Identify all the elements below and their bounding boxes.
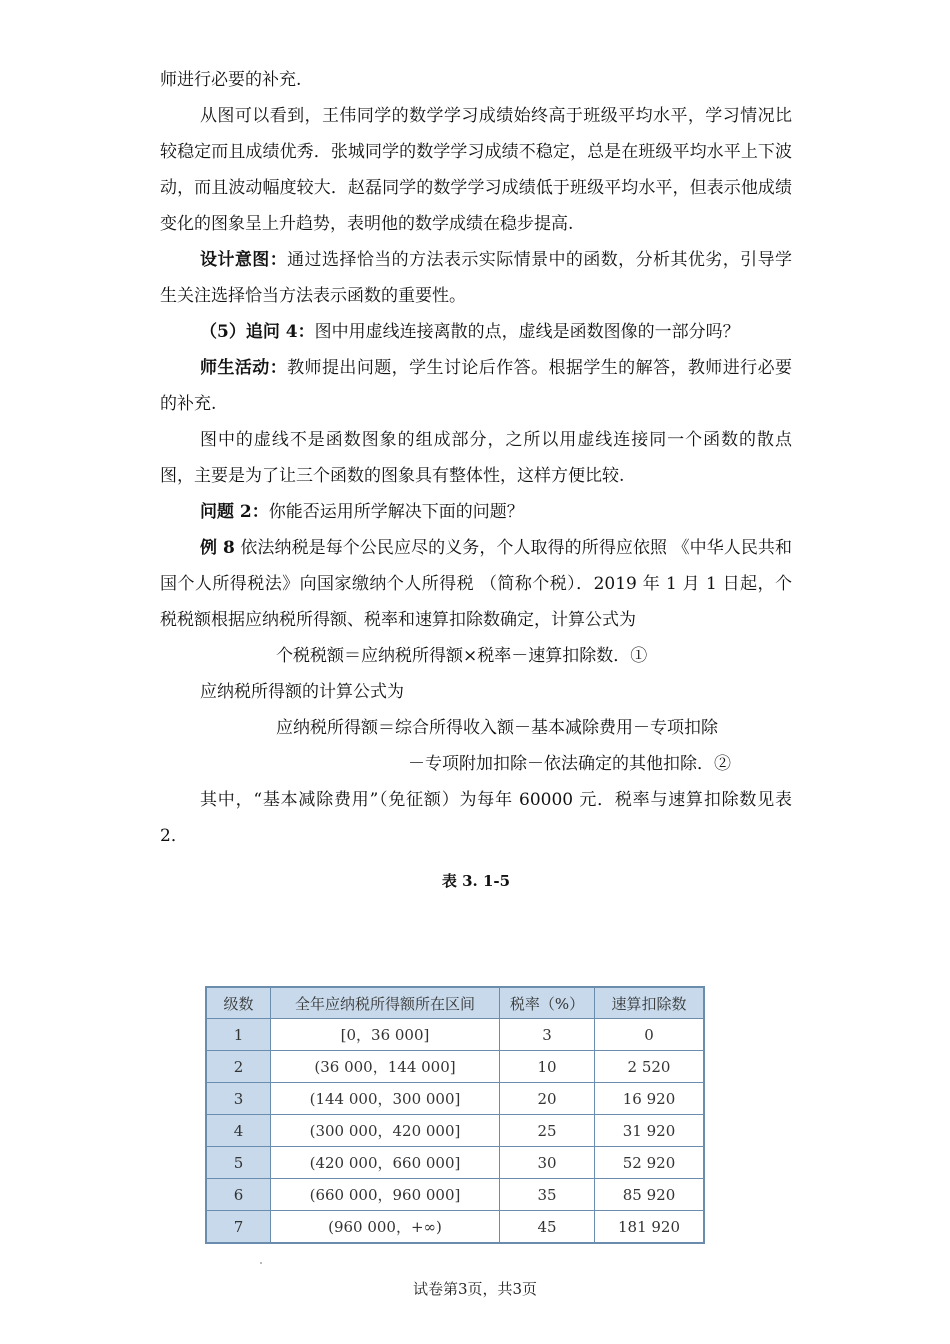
paragraph-question-2: [160, 494, 792, 530]
example-8-label: 例 8: [200, 538, 235, 558]
paragraph-follow-up-question: [160, 314, 792, 350]
design-intent-text: 通过选择恰当的方法表示实际情景中的函数，分析其优劣，引导学生关注选择恰当方法表示函数的重要性。: [160, 250, 793, 306]
cell-range: (300 000，420 000]: [271, 1115, 500, 1147]
table-row: [206, 1147, 704, 1179]
tax-rate-table: [205, 986, 705, 1244]
paragraph-formula-intro: 应纳税所得额的计算公式为: [200, 682, 404, 702]
cell-rate: 30: [500, 1147, 595, 1179]
header-quick-deduction: 速算扣除数: [595, 987, 705, 1019]
design-intent-label: 设计意图：: [200, 250, 288, 270]
table-row: [206, 1115, 704, 1147]
header-level: 级数: [206, 987, 271, 1019]
cell-rate: 20: [500, 1083, 595, 1115]
table-header-row: [206, 987, 704, 1019]
cell-deduction: 181 920: [595, 1211, 705, 1244]
cell-level: 6: [206, 1179, 271, 1211]
formula-1: 个税税额＝应纳税所得额×税率－速算扣除数．①: [276, 646, 648, 666]
cell-deduction: 52 920: [595, 1147, 705, 1179]
activity-label: 师生活动：: [200, 358, 288, 378]
cell-range: (36 000，144 000]: [271, 1051, 500, 1083]
follow-up-label: （5）追问 4：: [200, 322, 315, 342]
formula-2-line-2: －专项附加扣除－依法确定的其他扣除．②: [408, 754, 731, 774]
formula-2-line-1: 应纳税所得额＝综合所得收入额－基本减除费用－专项扣除: [276, 718, 718, 738]
paragraph-continuation: 师进行必要的补充.: [160, 70, 302, 90]
table-row: [206, 1211, 704, 1244]
cell-range: (144 000，300 000]: [271, 1083, 500, 1115]
question-2-label: 问题 2：: [200, 502, 269, 522]
paragraph-analysis: 从图可以看到，王伟同学的数学学习成绩始终高于班级平均水平，学习情况比较稳定而且成绩优秀．张城同学的数学学习成绩不稳定，总是在班级平均水平上下波动，而且波动幅度较大．赵磊同学的数学学习成绩低于班级平均水平，但表示他成绩变化的图象呈上升趋势，表明他的数学成绩在稳步提高.: [160, 106, 792, 234]
cell-rate: 3: [500, 1019, 595, 1051]
cell-level: 5: [206, 1147, 271, 1179]
cell-rate: 35: [500, 1179, 595, 1211]
table-row: [206, 1083, 704, 1115]
cell-level: 2: [206, 1051, 271, 1083]
cell-level: 4: [206, 1115, 271, 1147]
cell-range: (660 000，960 000]: [271, 1179, 500, 1211]
cell-deduction: 31 920: [595, 1115, 705, 1147]
page-footer: 试卷第3页，共3页: [412, 1280, 538, 1298]
paragraph-deduction-note: 其中，“基本减除费用”（免征额）为每年 60000 元．税率与速算扣除数见表 2．: [160, 790, 792, 846]
cell-rate: 10: [500, 1051, 595, 1083]
example-8-text: 依法纳税是每个公民应尽的义务，个人取得的所得应依照 《中华人民共和国个人所得税法》向国家缴纳个人所得税 （简称个税）．2019 年 1 月 1 日起，个税税额根据应纳税所得额、税率和速算扣除数确定，计算公式为: [160, 538, 792, 630]
cell-level: 3: [206, 1083, 271, 1115]
cell-deduction: 0: [595, 1019, 705, 1051]
stray-mark: [260, 1262, 262, 1264]
cell-level: 7: [206, 1211, 271, 1244]
table-row: [206, 1019, 704, 1051]
cell-level: 1: [206, 1019, 271, 1051]
table-row: [206, 1179, 704, 1211]
cell-range: (420 000，660 000]: [271, 1147, 500, 1179]
paragraph-example-8: [160, 530, 792, 638]
paragraph-dashed-line-explanation: 图中的虚线不是函数图象的组成部分，之所以用虚线连接同一个函数的散点图，主要是为了让三个函数的图象具有整体性，这样方便比较.: [160, 430, 792, 486]
activity-text: 教师提出问题，学生讨论后作答。根据学生的解答，教师进行必要的补充.: [160, 358, 793, 414]
header-tax-rate: 税率（%）: [500, 987, 595, 1019]
cell-deduction: 2 520: [595, 1051, 705, 1083]
cell-rate: 45: [500, 1211, 595, 1244]
header-income-range: 全年应纳税所得额所在区间: [271, 987, 500, 1019]
paragraph-activity: [160, 350, 792, 422]
follow-up-text: 图中用虚线连接离散的点，虚线是函数图像的一部分吗？: [314, 322, 740, 342]
paragraph-design-intent: [160, 242, 792, 314]
cell-range: [0，36 000]: [271, 1019, 500, 1051]
cell-rate: 25: [500, 1115, 595, 1147]
table-row: [206, 1051, 704, 1083]
cell-deduction: 85 920: [595, 1179, 705, 1211]
cell-deduction: 16 920: [595, 1083, 705, 1115]
document-body: [160, 62, 792, 898]
table-caption: 表 3. 1-5: [441, 872, 511, 890]
cell-range: (960 000，+∞): [271, 1211, 500, 1244]
question-2-text: 你能否运用所学解决下面的问题？: [268, 502, 524, 522]
